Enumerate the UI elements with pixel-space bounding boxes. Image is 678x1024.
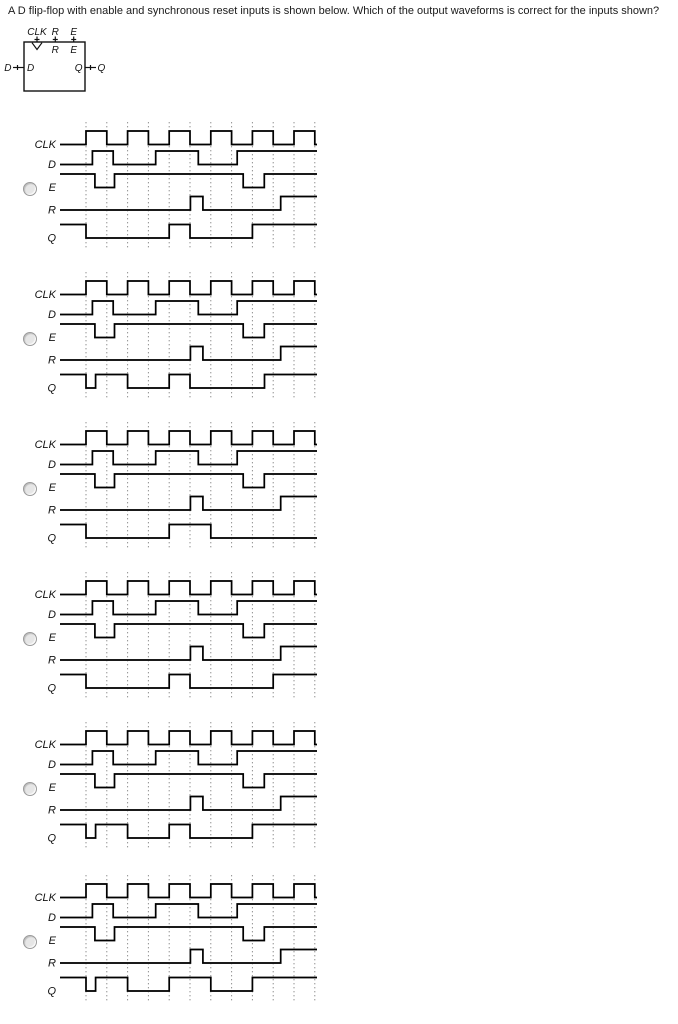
signal-label-q: Q: [47, 682, 56, 694]
option-2-r-trace: [60, 346, 317, 360]
ff-d-outer-label: D: [4, 63, 12, 74]
gridlines: [86, 875, 315, 1003]
ff-clk-top-label: CLK: [27, 27, 47, 38]
option-5-waveform: [0, 722, 340, 864]
signal-label-q: Q: [47, 832, 56, 844]
signal-label-q: Q: [47, 985, 56, 998]
option-1-r-trace: [60, 197, 317, 211]
signal-label-q: Q: [47, 382, 56, 394]
option-5: [0, 722, 360, 864]
option-4-q-trace: [60, 674, 317, 688]
signal-label-clk: CLK: [34, 288, 56, 301]
option-1: [0, 122, 360, 264]
option-4-d-trace: [60, 601, 317, 615]
signal-label-clk: CLK: [34, 738, 56, 751]
signal-label-clk: CLK: [34, 438, 56, 451]
option-5-clk-trace: [60, 731, 317, 745]
gridlines: [86, 572, 315, 700]
option-5-r-trace: [60, 796, 317, 810]
signal-label-e: E: [48, 182, 56, 194]
signal-label-d: D: [48, 758, 56, 771]
signal-label-q: Q: [47, 532, 56, 544]
option-1-e-trace: [60, 174, 317, 188]
option-6-r-trace: [60, 950, 317, 964]
signal-label-e: E: [48, 631, 56, 644]
ff-e-inner-label: E: [70, 45, 78, 56]
ff-r-inner-label: R: [51, 45, 59, 56]
option-4-waveform: [0, 572, 340, 714]
option-6-q-trace: [60, 978, 317, 992]
ff-d-pin: [13, 65, 24, 70]
signal-label-r: R: [48, 804, 56, 816]
signal-label-d: D: [48, 308, 56, 321]
ff-r-top-label: R: [51, 27, 59, 38]
question-text: A D flip-flop with enable and synchronous reset inputs is shown below. Which of the output waveforms is correct for the inputs shown?: [8, 5, 660, 17]
signal-label-d: D: [48, 458, 56, 471]
option-5-d-trace: [60, 751, 317, 765]
option-2-clk-trace: [60, 281, 317, 295]
option-1-d-trace: [60, 151, 317, 165]
signal-label-e: E: [48, 935, 56, 947]
option-2-d-trace: [60, 301, 317, 315]
signal-label-e: E: [48, 781, 56, 794]
gridlines: [86, 722, 315, 850]
option-3-waveform: [0, 422, 340, 564]
signal-label-d: D: [48, 159, 56, 171]
signal-label-e: E: [48, 481, 56, 494]
option-2: [0, 272, 360, 414]
option-5-q-trace: [60, 824, 317, 838]
signal-label-clk: CLK: [34, 892, 56, 904]
ff-clock-wedge-icon: [32, 43, 42, 50]
option-4: [0, 572, 360, 714]
gridlines: [86, 272, 315, 400]
signal-label-r: R: [48, 654, 56, 666]
option-3-q-trace: [60, 524, 317, 538]
ff-q-outer-label: Q: [97, 63, 106, 74]
ff-d-inner-label: D: [27, 63, 35, 74]
option-6-clk-trace: [60, 884, 317, 898]
signal-label-clk: CLK: [34, 139, 56, 151]
option-2-e-trace: [60, 324, 317, 338]
option-1-waveform: [0, 122, 340, 264]
signal-label-r: R: [48, 957, 56, 970]
signal-label-r: R: [48, 504, 56, 516]
option-6-waveform: [0, 875, 340, 1017]
flipflop-diagram: [0, 0, 130, 100]
option-3-r-trace: [60, 496, 317, 510]
signal-label-d: D: [48, 608, 56, 621]
ff-q-pin: [85, 65, 96, 70]
signal-label-e: E: [48, 331, 56, 344]
option-6: [0, 875, 360, 1017]
gridlines: [86, 122, 315, 250]
option-4-r-trace: [60, 646, 317, 660]
signal-label-d: D: [48, 912, 56, 924]
option-2-waveform: [0, 272, 340, 414]
ff-e-top-label: E: [70, 27, 78, 38]
option-1-q-trace: [60, 225, 317, 239]
option-3-d-trace: [60, 451, 317, 465]
signal-label-q: Q: [47, 232, 56, 245]
gridlines: [86, 422, 315, 550]
signal-label-r: R: [48, 204, 56, 217]
option-4-clk-trace: [60, 581, 317, 595]
option-5-e-trace: [60, 774, 317, 788]
option-1-clk-trace: [60, 131, 317, 145]
option-3-e-trace: [60, 474, 317, 488]
signal-label-clk: CLK: [34, 588, 56, 601]
option-4-e-trace: [60, 624, 317, 638]
option-2-q-trace: [60, 374, 317, 388]
signal-label-r: R: [48, 354, 56, 366]
option-3-clk-trace: [60, 431, 317, 445]
option-6-d-trace: [60, 904, 317, 918]
ff-q-inner-label: Q: [74, 63, 83, 74]
option-3: [0, 422, 360, 564]
option-6-e-trace: [60, 927, 317, 941]
